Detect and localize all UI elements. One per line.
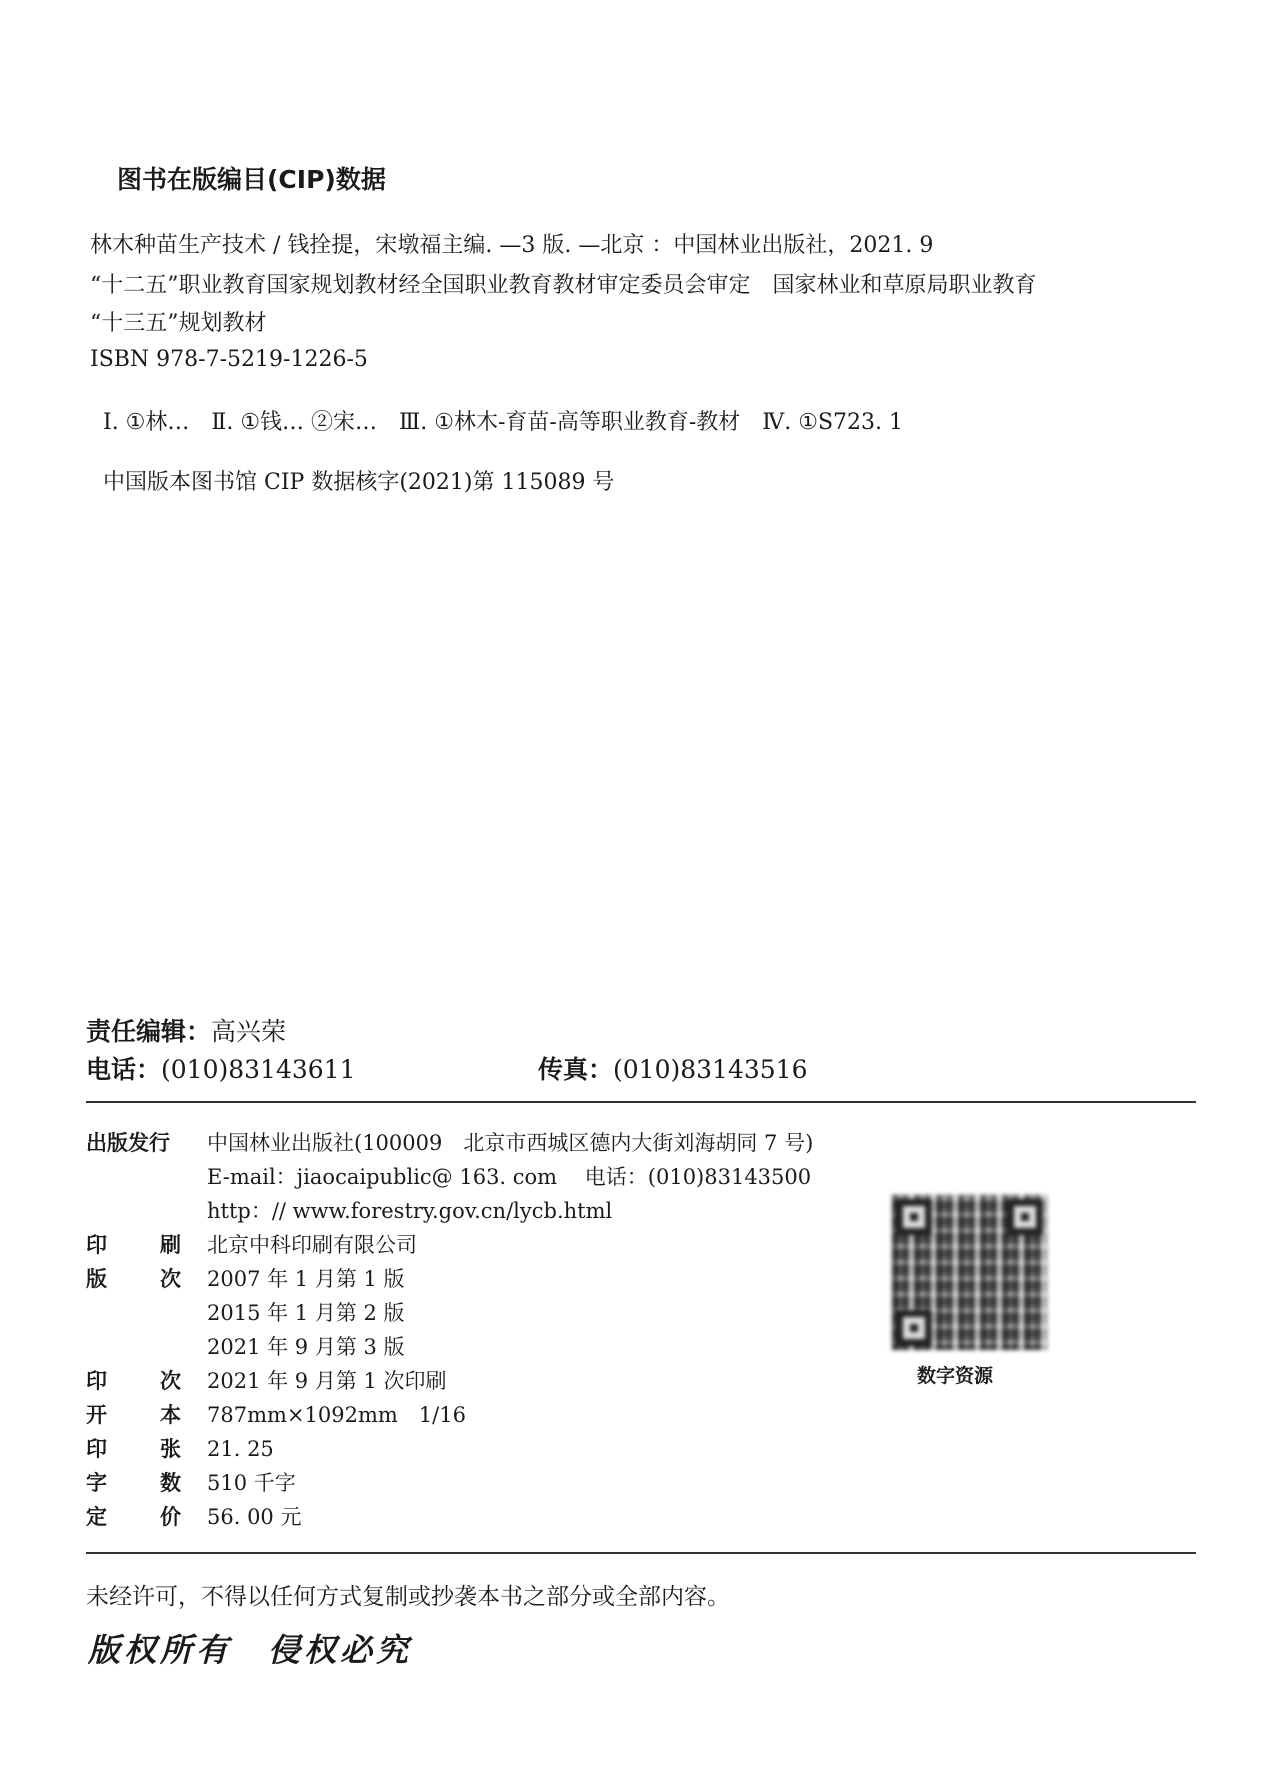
phone-value: (010)83143611 [161, 1055, 356, 1084]
top-divider [86, 1101, 1196, 1103]
words-row [86, 1466, 886, 1500]
cip-record-number: 中国版本图书馆 CIP 数据核字(2021)第 115089 号 [103, 470, 615, 495]
impression-label: 印 次 [86, 1369, 181, 1393]
printer-label: 印 刷 [86, 1233, 181, 1257]
cip-classification: Ⅰ. ①林… Ⅱ. ①钱… ②宋… Ⅲ. ①林木-育苗-高等职业教育-教材 Ⅳ. ①S723. 1 [103, 410, 904, 435]
cip-title: 图书在版编目(CIP)数据 [117, 165, 386, 194]
words-label: 字 数 [86, 1471, 181, 1495]
web-row [86, 1194, 986, 1228]
price-label: 定 价 [86, 1505, 181, 1529]
editor-name: 高兴荣 [211, 1017, 287, 1046]
price-value: 56. 00 元 [207, 1505, 302, 1529]
publisher-value: 中国林业出版社(100009 北京市西城区德内大街刘海胡同 7 号) [207, 1131, 814, 1155]
phone-label: 电话： [86, 1055, 162, 1084]
copyright-notice: 未经许可，不得以任何方式复制或抄袭本书之部分或全部内容。 [86, 1584, 730, 1610]
bottom-divider [86, 1552, 1196, 1554]
sheets-label: 印 张 [86, 1437, 181, 1461]
cip-series-line-cont: “十三五”规划教材 [90, 311, 267, 336]
email-value: E-mail：jiaocaipublic@ 163. com 电话：(010)83143500 [207, 1165, 812, 1189]
editor-label: 责任编辑： [86, 1017, 212, 1046]
edition-value-2: 2015 年 1 月第 2 版 [207, 1301, 405, 1325]
email-row [86, 1160, 986, 1194]
sheets-row [86, 1432, 886, 1466]
edition-value-3: 2021 年 9 月第 3 版 [207, 1335, 405, 1359]
fax-row [538, 1050, 808, 1086]
web-value: http：// www.forestry.gov.cn/lycb.html [207, 1199, 613, 1223]
cip-series-line: “十二五”职业教育国家规划教材经全国职业教育教材审定委员会审定 国家林业和草原局职业教育 [90, 273, 1037, 298]
impression-value: 2021 年 9 月第 1 次印刷 [207, 1369, 447, 1393]
edition-row-2 [86, 1296, 886, 1330]
fax-label: 传真： [538, 1055, 614, 1084]
printer-value: 北京中科印刷有限公司 [207, 1233, 417, 1257]
format-row [86, 1398, 886, 1432]
publisher-row [86, 1126, 986, 1160]
sheets-value: 21. 25 [207, 1437, 274, 1461]
format-label: 开 本 [86, 1403, 181, 1427]
words-value: 510 千字 [207, 1471, 296, 1495]
qr-code [892, 1195, 1047, 1350]
impression-row [86, 1364, 886, 1398]
rights-reserved: 版权所有 侵权必究 [88, 1631, 413, 1669]
phone-row [86, 1050, 356, 1086]
price-row [86, 1500, 886, 1534]
cip-bibliographic-line: 林木种苗生产技术 / 钱拴提，宋墩福主编. —3 版. —北京 ：中国林业出版社，2021. 9 [90, 233, 934, 258]
printer-row [86, 1228, 886, 1262]
editor-row [86, 1012, 286, 1048]
edition-value-1: 2007 年 1 月第 1 版 [207, 1267, 405, 1291]
qr-caption: 数字资源 [917, 1365, 994, 1387]
cip-isbn: ISBN 978-7-5219-1226-5 [90, 347, 368, 372]
fax-value: (010)83143516 [613, 1055, 808, 1084]
edition-label: 版 次 [86, 1267, 181, 1291]
edition-row-3 [86, 1330, 886, 1364]
publisher-label: 出版发行 [86, 1131, 170, 1155]
format-value: 787mm×1092mm 1/16 [207, 1403, 466, 1427]
edition-row [86, 1262, 886, 1296]
